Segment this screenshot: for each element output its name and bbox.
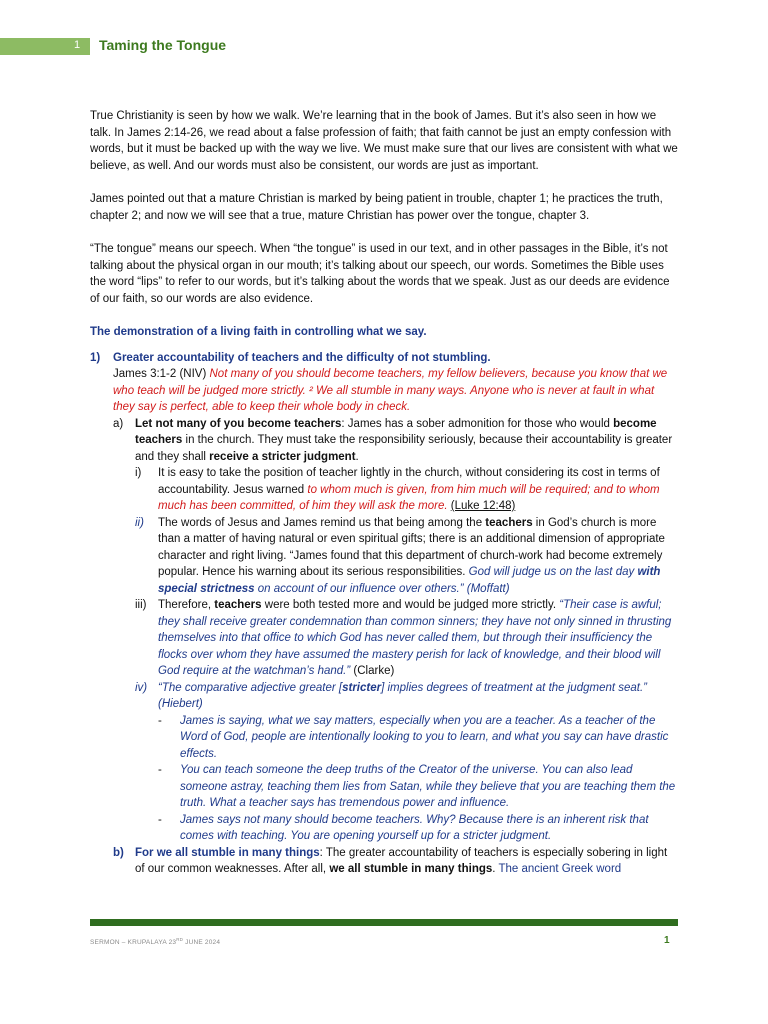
document-body	[90, 108, 678, 878]
item-iii-label: iii)	[135, 599, 147, 611]
item-i-text	[158, 465, 678, 515]
dash-item-text: James says not many should become teachers. Why? Because there is an inherent risk that comes with teaching. You are opening yourself up for a stricter judgment.	[180, 813, 649, 842]
dash-item-text: You can teach someone the deep truths of the Creator of the universe. You can also lead someone astray, teaching them lies from Satan, while they believe that you are teaching them the truth. What a teacher says has tremendous power and influence.	[180, 764, 676, 809]
intro-paragraph: True Christianity is seen by how we walk. We’re learning that in the book of James. But it’s also seen in how we talk. In James 2:14-26, we read about a false profession of faith; that faith cannot be just an empty confession with words, but it must be backed up with the way we live. We must make sure that our lives are consistent with what we believe, as well. And our words must also be consistent, our words are just as important.	[90, 110, 678, 172]
dash-bullet: -	[158, 813, 162, 826]
scripture-reference: James 3:1-2 (NIV)	[113, 368, 210, 380]
sub-point-a	[90, 416, 678, 466]
quoted-scripture: to whom much is given, from him much will be required; and to whom much has been committed, of him they will ask the more.	[158, 483, 660, 512]
emphasis: become teachers	[135, 417, 657, 446]
dash-item	[90, 762, 678, 812]
point-1-scripture	[113, 366, 678, 416]
dash-bullet: -	[158, 764, 162, 776]
quote-text: “The comparative adjective greater [	[158, 681, 343, 694]
document-title: Taming the Tongue	[99, 37, 227, 53]
dash-item	[90, 812, 678, 845]
scripture-verse: Not many of you should become teachers, my fellow believers, because you know that we who teach will be judged more strictly. ² We all stumble in many ways. Anyone who is never at fault in what they say is perfect, able to keep their whole body in check.	[113, 368, 668, 413]
quote-emphasis: with special strictness	[158, 566, 661, 595]
item-iii	[90, 597, 678, 680]
footer-text: SERMON – KRUPALAYA 23	[90, 939, 177, 947]
emphasis: For we all stumble in many things	[135, 846, 320, 859]
footer-label	[90, 937, 220, 946]
dash-bullet: -	[158, 714, 162, 727]
sub-point-a-label: a)	[113, 417, 124, 430]
item-iv-text	[158, 680, 678, 713]
point-1-label: 1)	[90, 351, 101, 364]
text-run: It is easy to take the position of teacher lightly in the church, without considering its cost in terms of accountability. Jesus warned	[158, 467, 660, 496]
dash-item-text: James is saying, what we say matters, especially when you are a teacher. As a teacher of the Word of God, people are intentionally looking to you to learn, and what you say can have drastic effects.	[180, 714, 669, 760]
text-run: : James has a sober admonition for those who would	[341, 417, 614, 430]
sub-point-b-label: b)	[113, 846, 124, 859]
text-run: .	[492, 863, 499, 875]
item-ii-label: ii)	[135, 516, 144, 529]
text-run: in God’s church is more than a matter of having natural or even spiritual gifts; there is an additional dimension of appropriate character and right living. “James found that this department of church-work had become extremely popular. Hence his warning about its serious responsibilities.	[158, 516, 665, 578]
quote-text: on account of our influence over others.” (Moffatt)	[254, 582, 510, 595]
citation: (Clarke)	[350, 665, 395, 677]
point-1	[90, 350, 678, 416]
emphasis: receive a stricter judgment	[209, 450, 356, 463]
text-run: : The greater accountability of teachers is especially sobering in light of our common weaknesses. After all,	[135, 846, 668, 875]
intro-paragraph: “The tongue” means our speech. When “the tongue” is used in our text, and in other passages in the Bible, it’s not talking about the physical organ in our mouth; it’s talking about our speech, our words. Sometimes the Bible uses the word “lips” to refer to our words, but it’s talking about the words that we speak. Just as our deeds are evidence of our faith, so our words are also evidence.	[90, 243, 670, 305]
section-heading: The demonstration of a living faith in controlling what we say.	[90, 326, 427, 338]
text-run: were both tested more and would be judged more strictly.	[261, 599, 560, 611]
footer-page-number: 1	[664, 935, 670, 946]
quote-text: ] implies degrees of treatment at the judgment seat.” (Hiebert)	[158, 681, 648, 710]
quote-emphasis: stricter	[342, 681, 382, 694]
point-1-title: Greater accountability of teachers and the difficulty of not stumbling.	[113, 351, 491, 364]
sub-point-b	[90, 845, 678, 878]
intro-paragraph: James pointed out that a mature Christian is marked by being patient in trouble, chapter 1; he practices the truth, chapter 2; and now we will see that a true, mature Christian has power over the tongue, chapter 3.	[90, 193, 663, 222]
text-run: in the church. They must take the responsibility seriously, because their accountability is greater and they shall	[135, 434, 673, 463]
emphasis: teachers	[214, 599, 262, 611]
footer-text: JUNE 2024	[183, 939, 221, 947]
item-i-label: i)	[135, 467, 142, 479]
text-run: The ancient Greek word	[498, 863, 622, 875]
item-i	[90, 465, 678, 515]
quote-text: God will judge us on the last day	[468, 566, 638, 578]
dash-item	[90, 713, 678, 763]
text-run: Therefore,	[158, 599, 215, 611]
scripture-link[interactable]: (Luke 12:48)	[450, 500, 516, 512]
sub-point-b-text	[135, 845, 678, 878]
emphasis: Let not many of you become teachers	[135, 417, 342, 430]
sub-point-a-text	[135, 416, 678, 466]
item-ii-text	[158, 515, 678, 598]
header-page-number: 1	[74, 39, 81, 51]
footer-rule	[90, 919, 678, 926]
text-run: .	[355, 450, 359, 463]
footer-superscript: RD	[176, 937, 184, 942]
item-iv-label: iv)	[135, 681, 148, 694]
text-run: The words of Jesus and James remind us that being among the	[158, 516, 486, 529]
emphasis: we all stumble in many things	[329, 863, 493, 875]
item-ii	[90, 515, 678, 598]
quote-text: “Their case is awful; they shall receive greater condemnation than common sinners; they have not only sinned in thrusting themselves into that office to which God has never called them, but through their insufficiency the flocks over whom they have assumed the mastery perish for lack of knowledge, and their blood will God require at the watchman’s hand.”	[158, 599, 672, 677]
emphasis: teachers	[485, 516, 533, 529]
item-iii-text	[158, 597, 678, 680]
item-iv	[90, 680, 678, 713]
